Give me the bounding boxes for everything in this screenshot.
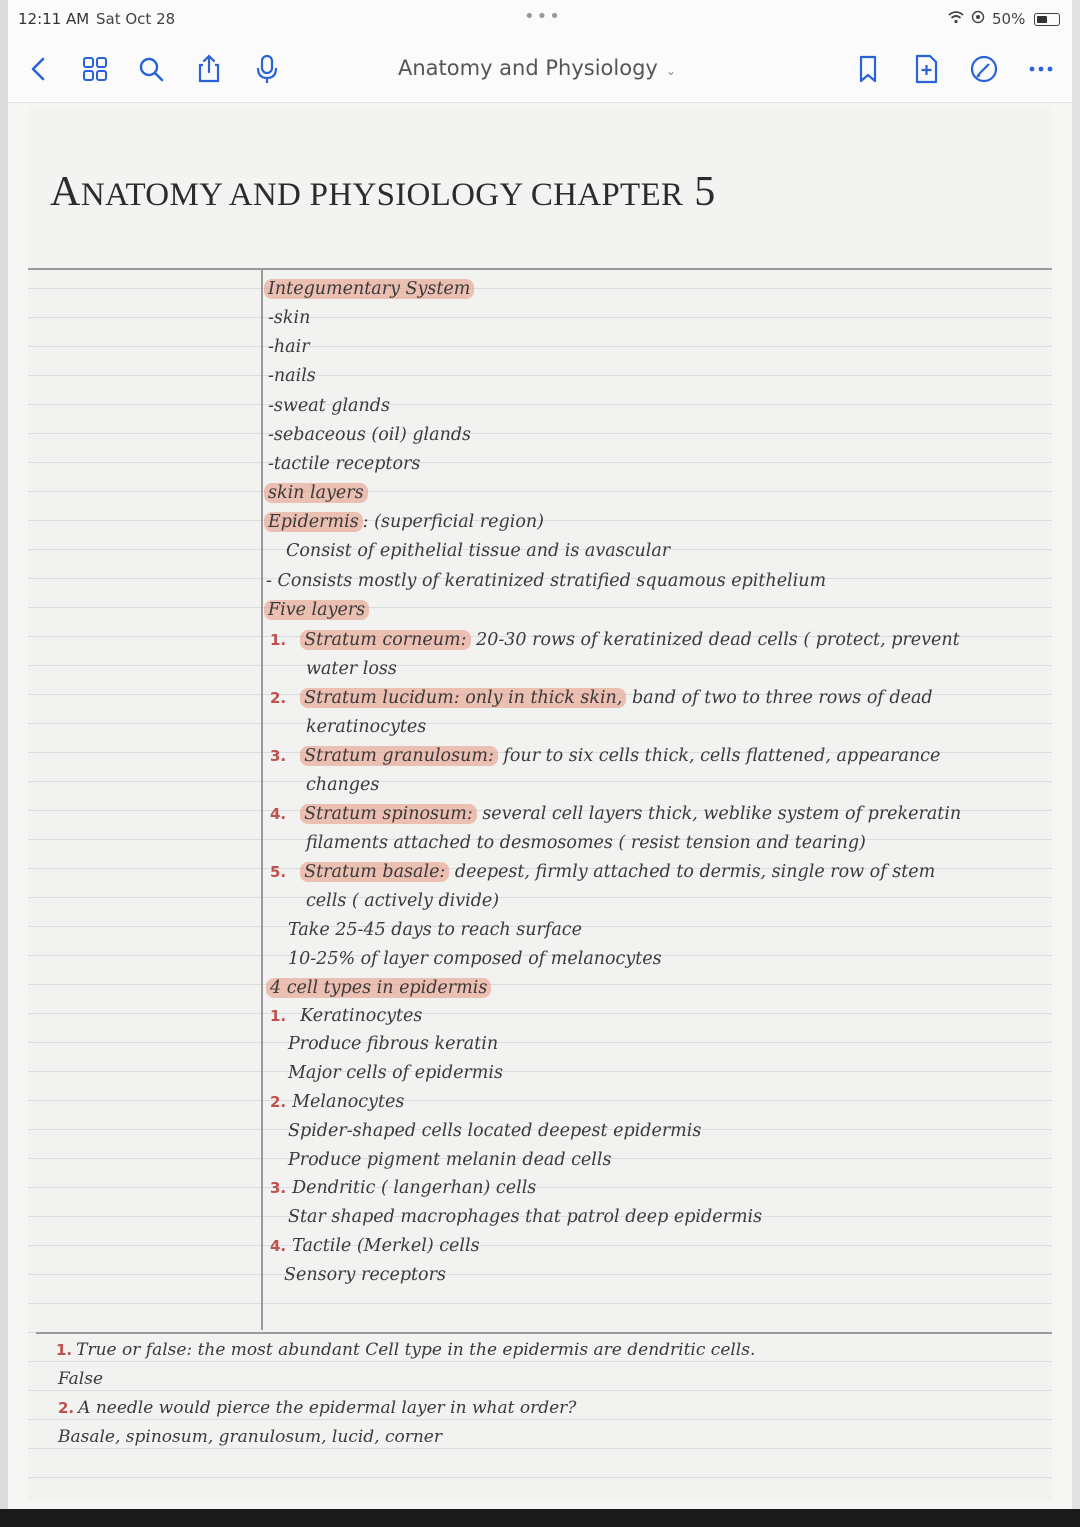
share-icon[interactable] <box>192 52 226 86</box>
list-number: 2. <box>270 689 287 707</box>
cell-type-detail: Produce pigment melanin dead cells <box>288 1150 612 1170</box>
layer-name: Stratum basale: <box>300 862 449 882</box>
question-number: 1. <box>56 1341 73 1359</box>
layer-desc: several cell layers thick, weblike system of prekeratin <box>482 804 962 824</box>
layer-desc: band of two to three rows of dead <box>631 688 933 708</box>
list-number: 3. <box>270 1179 287 1197</box>
layer-desc-cont: keratinocytes <box>306 717 427 737</box>
system-item: -sweat glands <box>268 396 390 416</box>
title-chapter-number: 5 <box>694 169 716 215</box>
page-title <box>50 168 716 216</box>
layer-desc: 20-30 rows of keratinized dead cells ( protect, prevent <box>476 630 960 650</box>
system-item: -tactile receptors <box>268 454 421 474</box>
system-item: -sebaceous (oil) glands <box>268 425 472 445</box>
header-divider <box>28 268 1052 270</box>
title-rest: NATOMY AND PHYSIOLOGY CHAPTER <box>80 177 684 213</box>
app-toolbar <box>8 40 1072 103</box>
title-lead-letter: A <box>50 169 81 215</box>
mic-icon[interactable] <box>250 52 284 86</box>
layer-desc-cont: changes <box>306 775 380 795</box>
layer-desc-cont: filaments attached to desmosomes ( resist tension and tearing) <box>306 833 866 853</box>
scan-border-left <box>0 0 8 1527</box>
cell-type-name: Tactile (Merkel) cells <box>292 1236 480 1256</box>
cell-type-item <box>270 1005 422 1027</box>
review-answer-2: Basale, spinosum, granulosum, lucid, corner <box>58 1427 442 1447</box>
epidermis-note: Consist of epithelial tissue and is avascular <box>286 541 671 561</box>
cell-type-name: Melanocytes <box>292 1092 405 1112</box>
cell-type-detail: Spider-shaped cells located deepest epidermis <box>288 1121 702 1141</box>
layer-desc: four to six cells thick, cells flattened, appearance <box>503 746 941 766</box>
list-number: 2. <box>270 1093 287 1111</box>
question-text: A needle would pierce the epidermal layer in what order? <box>78 1398 577 1418</box>
layer-name: Stratum corneum: <box>300 630 470 650</box>
heading-integumentary <box>264 278 474 300</box>
layer-desc: deepest, firmly attached to dermis, single row of stem <box>454 862 936 882</box>
heading-five-layers <box>264 599 369 621</box>
cornell-margin-line <box>261 270 263 1330</box>
wifi-icon <box>948 10 964 28</box>
layer-name: Stratum granulosum: <box>300 746 498 766</box>
melanocyte-note: 10-25% of layer composed of melanocytes <box>288 949 662 969</box>
status-bar <box>8 0 1072 40</box>
layer-desc-cont: cells ( actively divide) <box>306 891 500 911</box>
question-number: 2. <box>58 1399 75 1417</box>
heading-five-layers-text: Five layers <box>264 600 369 620</box>
list-number: 4. <box>270 1237 287 1255</box>
layer-item <box>270 861 935 883</box>
heading-cell-types <box>266 977 491 999</box>
cell-type-name: Dendritic ( langerhan) cells <box>292 1178 537 1198</box>
list-number: 5. <box>270 863 287 881</box>
layer-item <box>270 745 940 767</box>
add-page-icon[interactable] <box>909 52 943 86</box>
battery-icon <box>1034 13 1060 26</box>
question-text: True or false: the most abundant Cell type in the epidermis are dendritic cells. <box>76 1340 756 1360</box>
cell-type-detail: Produce fibrous keratin <box>288 1034 499 1054</box>
search-icon[interactable] <box>134 52 168 86</box>
review-answer-1: False <box>58 1369 103 1389</box>
more-icon[interactable] <box>1024 52 1058 86</box>
layer-desc-cont: water loss <box>306 659 397 679</box>
battery-percent: 50% <box>992 10 1026 28</box>
pen-icon[interactable] <box>967 52 1001 86</box>
summary-divider <box>36 1332 1052 1334</box>
layer-item <box>270 803 961 825</box>
cell-type-detail: Sensory receptors <box>284 1265 446 1285</box>
multitasking-dots-icon[interactable]: ••• <box>524 6 562 27</box>
cell-type-item <box>270 1177 536 1199</box>
grid-icon[interactable] <box>78 52 112 86</box>
heading-skin-layers <box>264 482 368 504</box>
layer-item <box>270 629 960 651</box>
list-number: 3. <box>270 747 287 765</box>
heading-cell-types-text: 4 cell types in epidermis <box>266 978 491 998</box>
heading-integumentary-text: Integumentary System <box>264 279 474 299</box>
battery-fill <box>1037 16 1047 23</box>
cell-type-detail: Star shaped macrophages that patrol deep epidermis <box>288 1207 763 1227</box>
document-title[interactable] <box>398 56 676 80</box>
system-item: -skin <box>268 308 311 328</box>
turnover-note: Take 25-45 days to reach surface <box>288 920 582 940</box>
document-title-text: Anatomy and Physiology <box>398 56 658 80</box>
cell-type-item <box>270 1091 404 1113</box>
list-number: 1. <box>270 631 287 649</box>
list-number: 1. <box>270 1007 287 1025</box>
layer-name: Stratum lucidum: only in thick skin, <box>300 688 626 708</box>
bookmark-icon[interactable] <box>851 52 885 86</box>
location-icon <box>971 10 985 28</box>
layer-name: Stratum spinosum: <box>300 804 477 824</box>
chevron-down-icon: ⌄ <box>665 64 676 78</box>
epidermis-region: : (superficial region) <box>362 512 544 532</box>
status-time: 12:11 AM <box>18 10 90 28</box>
heading-skin-layers-text: skin layers <box>264 483 368 503</box>
epidermis-label: Epidermis <box>264 512 363 532</box>
epidermis-note: - Consists mostly of keratinized stratified squamous epithelium <box>266 571 827 591</box>
status-date: Sat Oct 28 <box>96 10 176 28</box>
back-icon[interactable] <box>22 52 56 86</box>
review-question-2 <box>58 1398 576 1418</box>
system-item: -nails <box>268 366 316 386</box>
layer-item <box>270 687 933 709</box>
epidermis-line <box>264 511 544 533</box>
list-number: 4. <box>270 805 287 823</box>
cell-type-detail: Major cells of epidermis <box>288 1063 503 1083</box>
cell-type-item <box>270 1235 480 1257</box>
cell-type-name: Keratinocytes <box>300 1006 423 1026</box>
scan-border-right <box>1072 0 1080 1527</box>
system-item: -hair <box>268 337 310 357</box>
review-question-1 <box>56 1340 755 1360</box>
scan-border-bottom <box>0 1509 1080 1527</box>
